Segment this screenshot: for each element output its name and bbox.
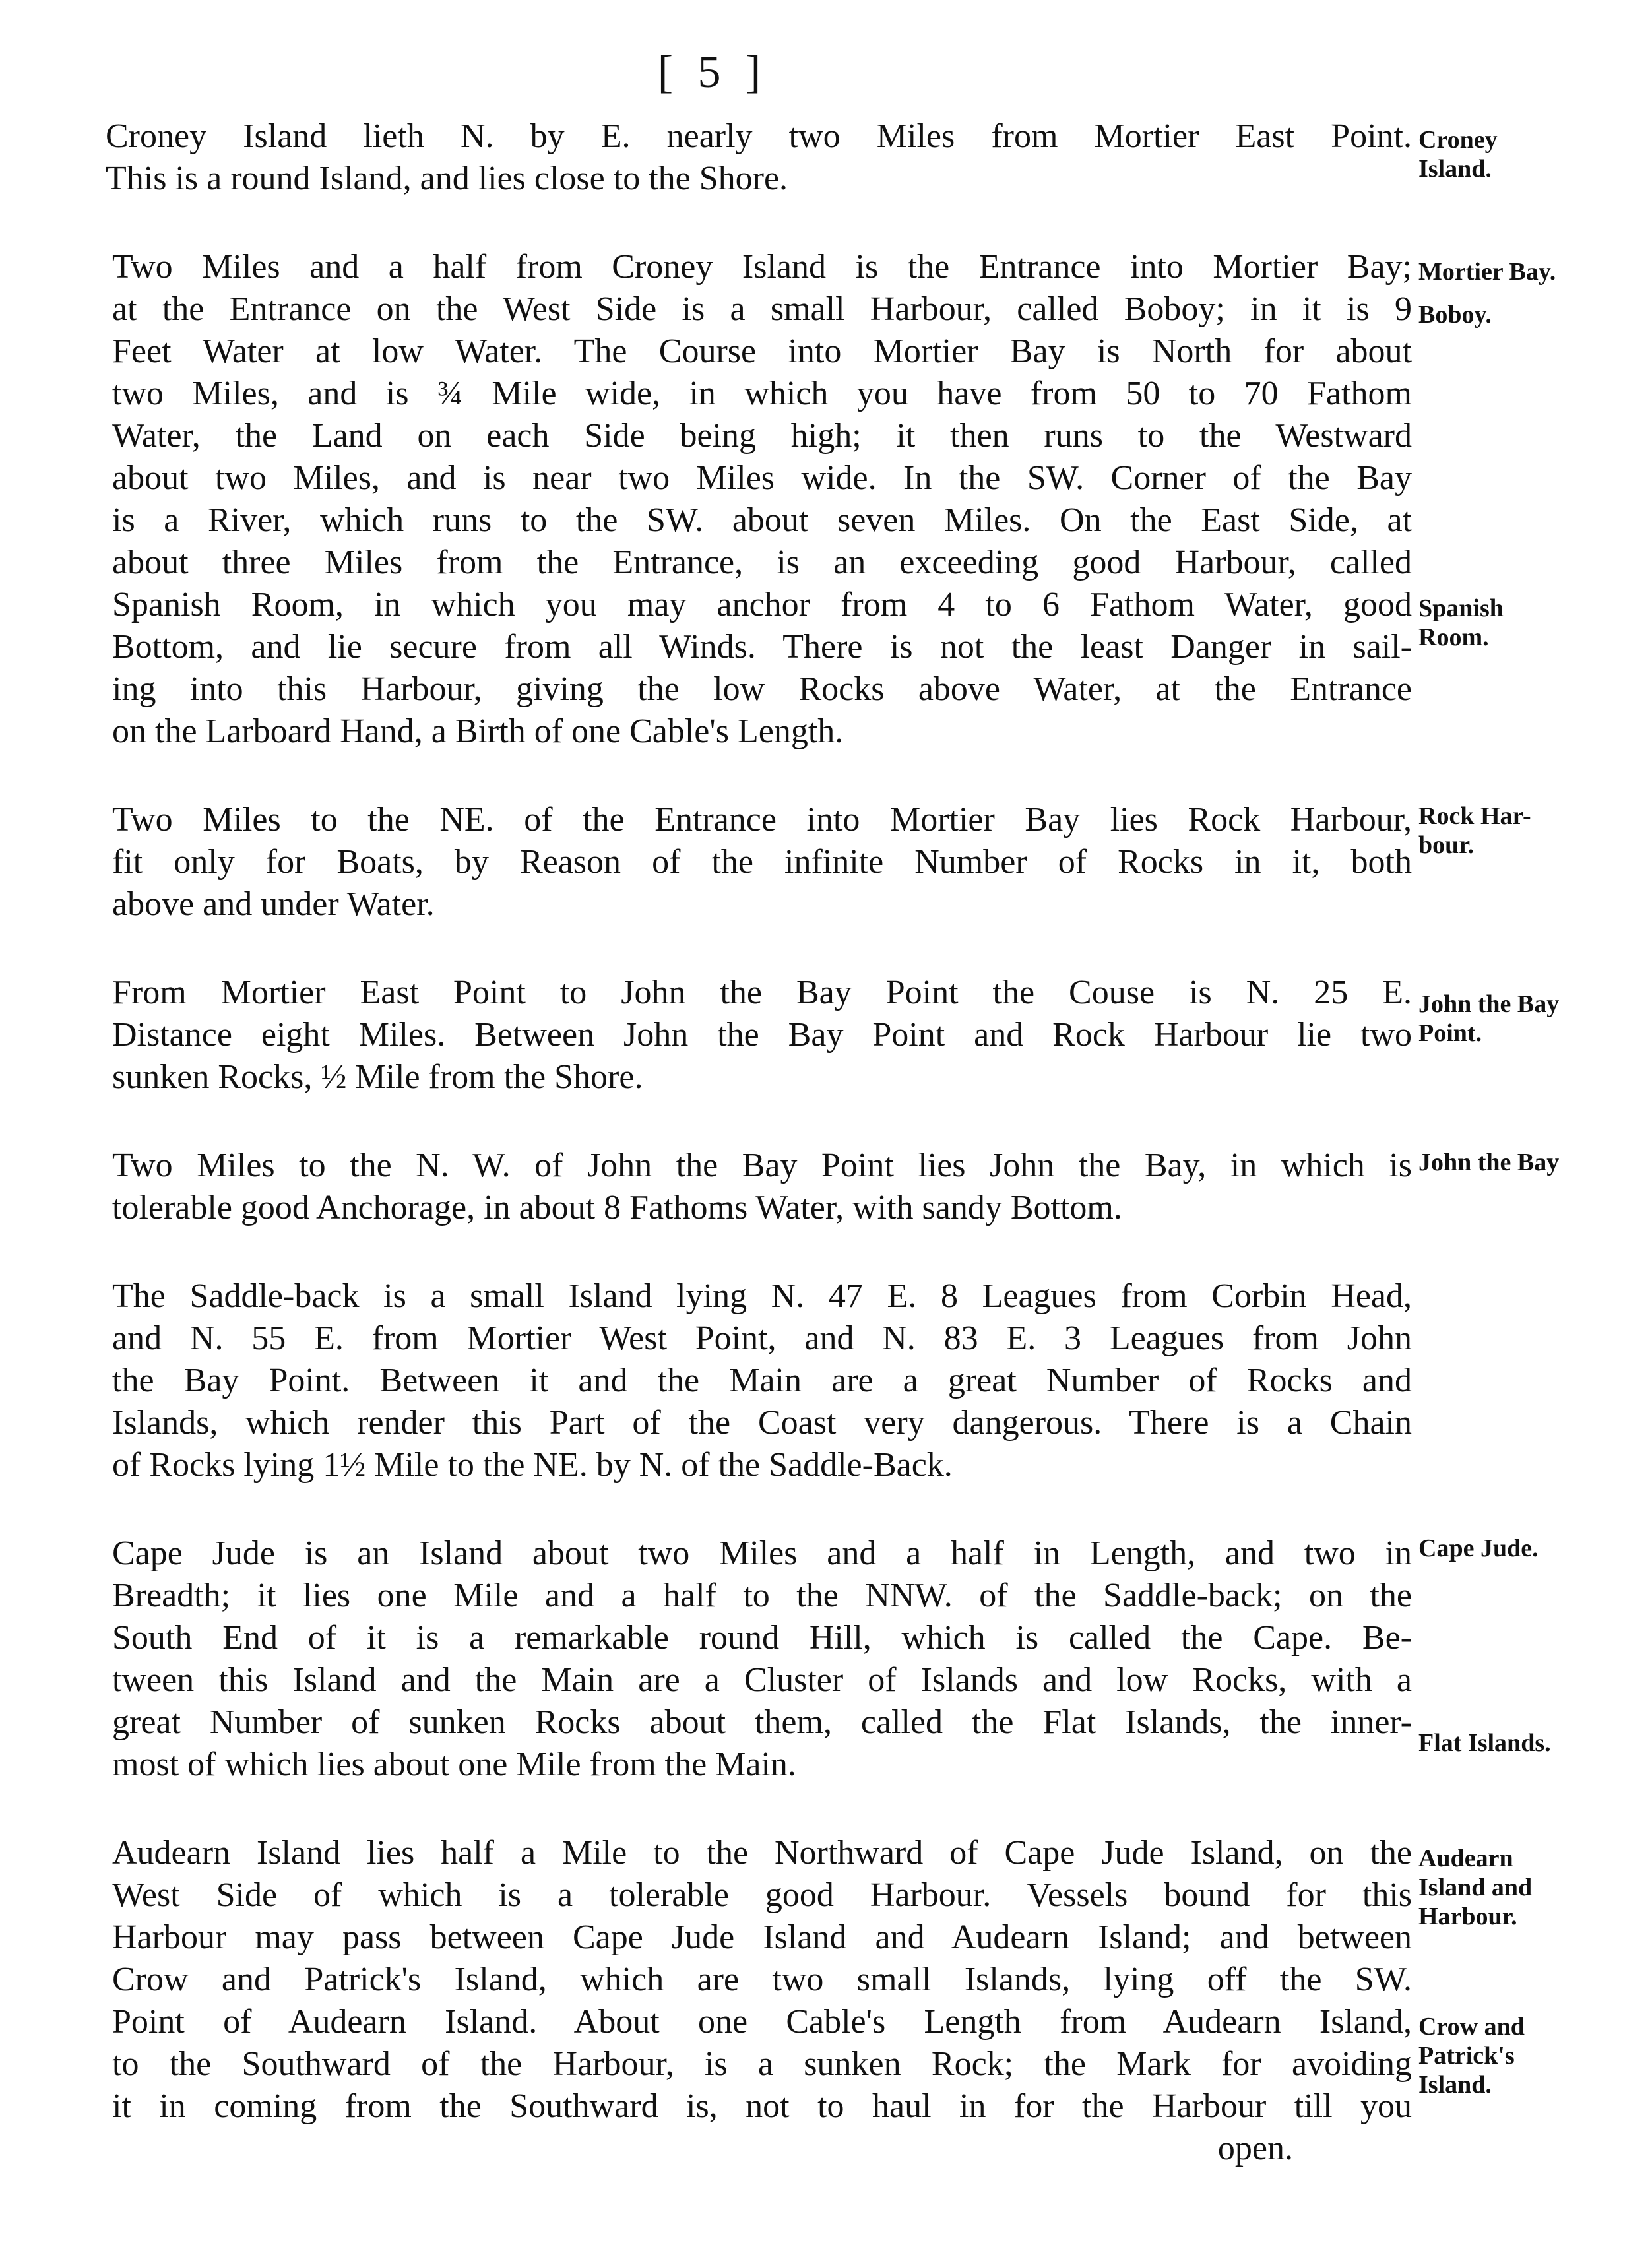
margin-note-line: bour. (1418, 831, 1475, 859)
margin-note-spanish-room (1418, 594, 1643, 652)
margin-note-rock-harbour (1418, 802, 1643, 860)
paragraph-mortier-bay (66, 246, 1412, 753)
margin-note-line: John the Bay (1418, 1149, 1560, 1176)
text-line: Islands, which render this Part of the Coast very dangerous. There is a Chain (112, 1404, 1412, 1442)
margin-note-mortier-bay (1418, 257, 1643, 286)
margin-note-line: Harbour. (1418, 1903, 1517, 1930)
text-line: Two Miles to the N. W. of John the Bay Point lies John the Bay, in which is (112, 1147, 1412, 1184)
text-line: Breadth; it lies one Mile and a half to the NNW. of the Saddle-back; on the (112, 1577, 1412, 1614)
margin-note-audearn (1418, 1844, 1643, 1931)
margin-note-boboy (1418, 300, 1643, 329)
margin-note-line: Mortier Bay. (1418, 258, 1556, 286)
text-line: Water, the Land on each Side being high; it then runs to the Westward (112, 417, 1412, 455)
margin-note-line: Crow and (1418, 2013, 1525, 2041)
text-line: about three Miles from the Entrance, is an exceeding good Harbour, called (112, 544, 1412, 581)
text-line: Audearn Island lies half a Mile to the Northward of Cape Jude Island, on the (112, 1834, 1412, 1872)
text-line: sunken Rocks, ½ Mile from the Shore. (112, 1058, 643, 1096)
paragraph-saddle-back (66, 1275, 1412, 1486)
text-line: tween this Island and the Main are a Cluster of Islands and low Rocks, with a (112, 1661, 1412, 1699)
margin-note-line: Cape Jude. (1418, 1535, 1539, 1562)
text-line: ing into this Harbour, giving the low Rocks above Water, at the Entrance (112, 670, 1412, 708)
text-line: Feet Water at low Water. The Course into Mortier Bay is North for about (112, 333, 1412, 370)
text-line: Spanish Room, in which you may anchor from 4 to 6 Fathom Water, good (112, 586, 1412, 623)
text-line: Point of Audearn Island. About one Cable's Length from Audearn Island, (112, 2003, 1412, 2041)
text-line: at the Entrance on the West Side is a small Harbour, called Boboy; in it is 9 (112, 290, 1412, 328)
margin-note-line: Patrick's (1418, 2042, 1515, 2070)
margin-note-line: Flat Islands. (1418, 1729, 1551, 1757)
text-line: it in coming from the Southward is, not to haul in for the Harbour till you (112, 2087, 1412, 2125)
text-line: From Mortier East Point to John the Bay Point the Couse is N. 25 E. (112, 974, 1412, 1011)
text-line: West Side of which is a tolerable good Harbour. Vessels bound for this (112, 1876, 1412, 1914)
text-line: Harbour may pass between Cape Jude Island and Audearn Island; and between (112, 1919, 1412, 1956)
text-line: most of which lies about one Mile from the Main. (112, 1746, 796, 1783)
paragraph-cape-jude (66, 1533, 1412, 1786)
margin-note-cape-jude (1418, 1534, 1643, 1563)
text-line: This is a round Island, and lies close to the Shore. (106, 160, 788, 197)
text-line: fit only for Boats, by Reason of the infinite Number of Rocks in it, both (112, 843, 1412, 881)
text-line: Cape Jude is an Island about two Miles and a half in Length, and two in (112, 1535, 1412, 1572)
margin-note-croney (1418, 125, 1643, 183)
text-line: is a River, which runs to the SW. about seven Miles. On the East Side, at (112, 501, 1412, 539)
text-line: The Saddle-back is a small Island lying N. 47 E. 8 Leagues from Corbin Head, (112, 1277, 1412, 1315)
paragraph-croney-island (66, 115, 1412, 200)
margin-note-line: Island. (1418, 2071, 1492, 2099)
text-line: the Bay Point. Between it and the Main are a great Number of Rocks and (112, 1362, 1412, 1399)
text-line: tolerable good Anchorage, in about 8 Fathoms Water, with sandy Bottom. (112, 1189, 1122, 1226)
margin-note-line: Point. (1418, 1019, 1482, 1047)
margin-note-john-the-bay (1418, 1148, 1643, 1177)
text-line: great Number of sunken Rocks about them, called the Flat Islands, the inner- (112, 1703, 1412, 1741)
text-line: Crow and Patrick's Island, which are two small Islands, lying off the SW. (112, 1961, 1412, 1998)
paragraph-john-the-bay-point (66, 972, 1412, 1098)
text-line: Distance eight Miles. Between John the Bay Point and Rock Harbour lie two (112, 1016, 1412, 1054)
text-line: of Rocks lying 1½ Mile to the NE. by N. of the Saddle-Back. (112, 1446, 953, 1484)
margin-note-crow-patrick (1418, 2012, 1643, 2099)
text-line: on the Larboard Hand, a Birth of one Cable's Length. (112, 713, 844, 750)
margin-note-line: Island. (1418, 155, 1492, 183)
margin-note-line: John the Bay (1418, 990, 1560, 1018)
text-line: two Miles, and is ¾ Mile wide, in which you have from 50 to 70 Fathom (112, 375, 1412, 412)
margin-note-line: Rock Har- (1418, 802, 1531, 830)
text-line: above and under Water. (112, 885, 435, 923)
margin-note-line: Croney (1418, 126, 1498, 154)
text-line: about two Miles, and is near two Miles wide. In the SW. Corner of the Bay (112, 459, 1412, 497)
paragraph-rock-harbour (66, 799, 1412, 926)
margin-note-line: Room. (1418, 623, 1489, 651)
margin-note-john-the-bay-point (1418, 990, 1643, 1048)
margin-note-line: Island and (1418, 1874, 1533, 1901)
margin-note-line: Spanish (1418, 594, 1504, 622)
page-number: [ 5 ] (657, 47, 768, 98)
text-line: South End of it is a remarkable round Hill, which is called the Cape. Be- (112, 1619, 1412, 1657)
text-line: Bottom, and lie secure from all Winds. There is not the least Danger in sail- (112, 628, 1412, 666)
text-line: to the Southward of the Harbour, is a sunken Rock; the Mark for avoiding (112, 2045, 1412, 2083)
margin-note-line: Audearn (1418, 1845, 1513, 1872)
paragraph-audearn-island (66, 1832, 1412, 2128)
paragraph-john-the-bay (66, 1145, 1412, 1229)
text-line: and N. 55 E. from Mortier West Point, and N. 83 E. 3 Leagues from John (112, 1319, 1412, 1357)
text-line: Croney Island lieth N. by E. nearly two Miles from Mortier East Point. (106, 117, 1412, 155)
text-line: Two Miles and a half from Croney Island is the Entrance into Mortier Bay; (112, 248, 1412, 286)
catchword: open. (1217, 2130, 1293, 2167)
margin-note-line: Boboy. (1418, 301, 1492, 329)
margin-note-flat-islands (1418, 1729, 1643, 1758)
main-text (66, 115, 1412, 2170)
text-line: Two Miles to the NE. of the Entrance into Mortier Bay lies Rock Harbour, (112, 801, 1412, 839)
